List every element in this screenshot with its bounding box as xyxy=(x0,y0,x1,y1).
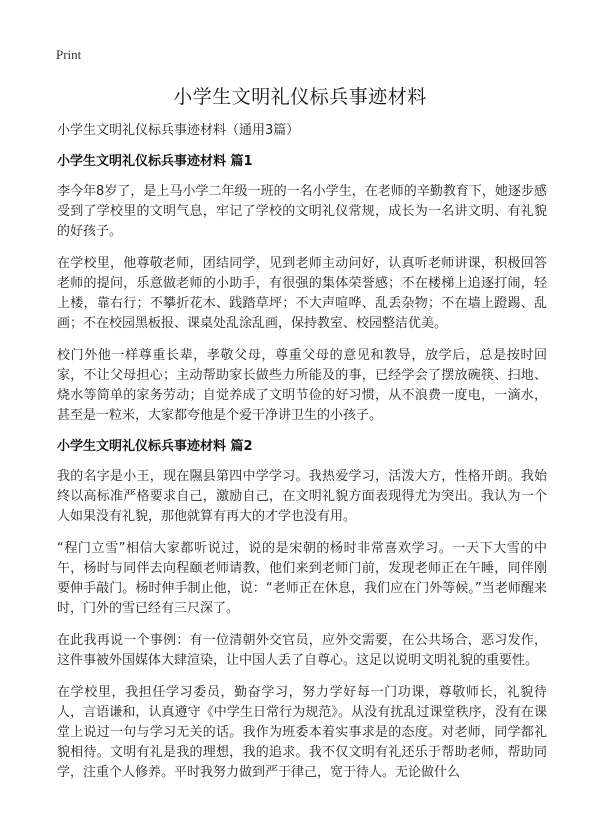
section-heading-1: 小学生文明礼仪标兵事迹材料 篇1 xyxy=(57,154,253,169)
paragraph: 在学校里，我担任学习委员，勤奋学习，努力学好每一门功课，尊敬师长，礼貌待人，言语谦和，认真遵守《中学生日常行为规范》。从没有扰乱过课堂秩序，没有在课堂上说过一句与学习无关的话。我作为班委本着实事求是的态度。对老师，同学都礼貌相待。文明有礼是我的理想，我的追求。我不仅文明有礼还乐于帮助老师，帮助同学，注重个人修养。平时我努力做到严于律己，宽于待人。无论做什么 xyxy=(57,685,547,780)
section-heading-2: 小学生文明礼仪标兵事迹材料 篇2 xyxy=(57,439,253,454)
document-subtitle: 小学生文明礼仪标兵事迹材料（通用3篇） xyxy=(57,123,300,138)
paragraph: “程门立雪”相信大家都听说过，说的是宋朝的杨时非常喜欢学习。一天下大雪的中午，杨时与同伴去向程颐老师请教，他们来到老师门前，发现老师正在午睡，同伴刚要伸手敲门。杨时伸手制止他，说：“老师正在休息，我们应在门外等候。”当老师醒来时，门外的雪已经有三尺深了。 xyxy=(57,541,547,616)
print-link[interactable]: Print xyxy=(56,47,82,62)
paragraph: 我的名字是小王，现在隰县第四中学学习。我热爱学习，活泼大方，性格开朗。我始终以高标准严格要求自己，激励自己，在文明礼貌方面表现得尤为突出。我认为一个人如果没有礼貌，那他就算有再大的才学也没有用。 xyxy=(57,469,547,524)
document-body xyxy=(57,122,547,795)
page-title: 小学生文明礼仪标兵事迹材料 xyxy=(173,86,427,108)
paragraph: 在此我再说一个事例：有一位清朝外交官员，应外交需要，在公共场合，恶习发作，这件事被外国媒体大肆渲染，让中国人丢了自尊心。这足以说明文明礼貌的重要性。 xyxy=(57,633,547,668)
paragraph: 李今年8岁了，是上马小学二年级一班的一名小学生，在老师的辛勤教育下，她逐步感受到了学校里的文明气息，牢记了学校的文明礼仪常规，成长为一名讲文明、有礼貌的好孩子。 xyxy=(57,184,547,239)
paragraph: 校门外他一样尊重长辈，孝敬父母，尊重父母的意见和教导，放学后，总是按时回家，不让父母担心；主动帮助家长做些力所能及的事，已经学会了摆放碗筷、扫地、烧水等简单的家务劳动；自觉养成了文明节俭的好习惯，从不浪费一度电，一滴水，甚至是一粒米，大家都夸他是个爱干净讲卫生的小孩子。 xyxy=(57,348,547,423)
paragraph: 在学校里，他尊敬老师，团结同学，见到老师主动问好，认真听老师讲课，积极回答老师的提问，乐意做老师的小助手，有很强的集体荣誉感；不在楼梯上追逐打闹，轻上楼，靠右行；不攀折花木、践踏草坪；不大声喧哗、乱丢杂物；不在墙上蹬踢、乱画；不在校园黑板报、课桌处乱涂乱画，保持教室、校园整洁优美。 xyxy=(57,256,547,331)
